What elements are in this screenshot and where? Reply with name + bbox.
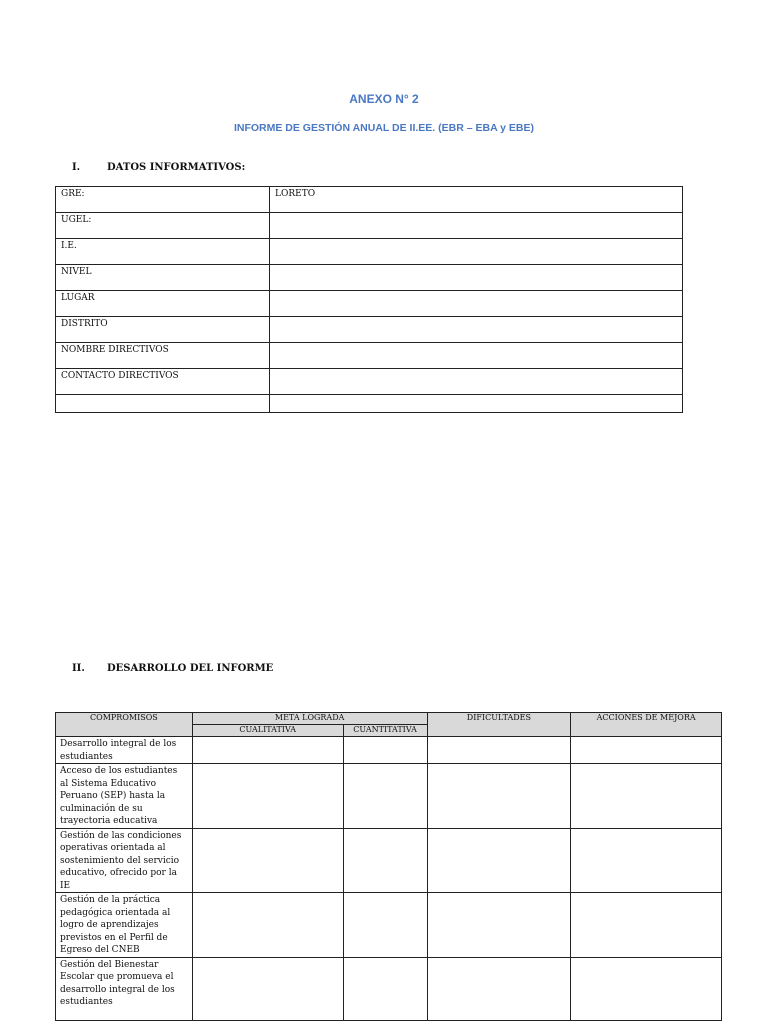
cuantitativa-cell[interactable] [343, 828, 427, 893]
table-row [56, 395, 683, 413]
acciones-cell[interactable] [571, 957, 722, 1020]
dificultades-cell[interactable] [427, 737, 571, 764]
header-cualitativa: CUALITATIVA [192, 725, 343, 737]
dificultades-cell[interactable] [427, 957, 571, 1020]
cualitativa-cell[interactable] [192, 957, 343, 1020]
field-label [56, 395, 270, 413]
section-heading-datos [72, 162, 245, 173]
compromiso-cell: Gestión del Bienestar Escolar que promueva el desarrollo integral de los estudiantes [56, 957, 193, 1020]
dificultades-cell[interactable] [427, 764, 571, 829]
table-row [56, 265, 683, 291]
section-number: I. [72, 162, 81, 173]
table-header-row [56, 713, 722, 725]
cualitativa-cell[interactable] [192, 737, 343, 764]
field-label: GRE: [56, 187, 270, 213]
field-value[interactable] [270, 291, 683, 317]
acciones-cell[interactable] [571, 737, 722, 764]
table-row [56, 213, 683, 239]
cualitativa-cell[interactable] [192, 828, 343, 893]
header-dificultades: DIFICULTADES [427, 713, 571, 737]
table-row [56, 187, 683, 213]
cuantitativa-cell[interactable] [343, 957, 427, 1020]
header-acciones-mejora: ACCIONES DE MEJORA [571, 713, 722, 737]
compromiso-cell: Desarrollo integral de los estudiantes [56, 737, 193, 764]
desarrollo-informe-table [55, 712, 722, 1021]
document-title: ANEXO N° 2 [349, 92, 419, 106]
table-row [56, 957, 722, 1020]
section-heading-desarrollo [72, 663, 273, 674]
compromiso-cell: Acceso de los estudiantes al Sistema Educativo Peruano (SEP) hasta la culminación de su trayectoria educativa [56, 764, 193, 829]
table-row [56, 317, 683, 343]
field-label: I.E. [56, 239, 270, 265]
field-label: NOMBRE DIRECTIVOS [56, 343, 270, 369]
header-compromisos: COMPROMISOS [56, 713, 193, 737]
field-value[interactable] [270, 213, 683, 239]
section-number: II. [72, 663, 85, 674]
header-cuantitativa: CUANTITATIVA [343, 725, 427, 737]
acciones-cell[interactable] [571, 893, 722, 958]
cuantitativa-cell[interactable] [343, 764, 427, 829]
dificultades-cell[interactable] [427, 828, 571, 893]
table-row [56, 369, 683, 395]
field-value[interactable] [270, 239, 683, 265]
acciones-cell[interactable] [571, 828, 722, 893]
dificultades-cell[interactable] [427, 893, 571, 958]
document-subtitle: INFORME DE GESTIÓN ANUAL DE II.EE. (EBR – EBA y EBE) [233, 122, 535, 134]
field-value[interactable] [270, 317, 683, 343]
cualitativa-cell[interactable] [192, 764, 343, 829]
compromiso-cell: Gestión de la práctica pedagógica orientada al logro de aprendizajes previstos en el Perfil de Egreso del CNEB [56, 893, 193, 958]
acciones-cell[interactable] [571, 764, 722, 829]
field-value[interactable] [270, 369, 683, 395]
section-title: DATOS INFORMATIVOS: [107, 162, 246, 173]
field-label: DISTRITO [56, 317, 270, 343]
table-row [56, 343, 683, 369]
table-row [56, 764, 722, 829]
field-label: CONTACTO DIRECTIVOS [56, 369, 270, 395]
field-label: LUGAR [56, 291, 270, 317]
table-row [56, 291, 683, 317]
field-value[interactable] [270, 395, 683, 413]
field-value[interactable] [270, 343, 683, 369]
compromiso-cell: Gestión de las condiciones operativas orientada al sostenimiento del servicio educativo, ofrecido por la IE [56, 828, 193, 893]
cuantitativa-cell[interactable] [343, 893, 427, 958]
header-meta-lograda: META LOGRADA [192, 713, 427, 725]
datos-informativos-table [55, 186, 683, 413]
field-value[interactable] [270, 265, 683, 291]
cualitativa-cell[interactable] [192, 893, 343, 958]
table-row [56, 828, 722, 893]
field-value[interactable]: LORETO [270, 187, 683, 213]
table-row [56, 239, 683, 265]
cuantitativa-cell[interactable] [343, 737, 427, 764]
table-row [56, 737, 722, 764]
section-title: DESARROLLO DEL INFORME [107, 663, 274, 674]
field-label: UGEL: [56, 213, 270, 239]
table-row [56, 893, 722, 958]
field-label: NIVEL [56, 265, 270, 291]
